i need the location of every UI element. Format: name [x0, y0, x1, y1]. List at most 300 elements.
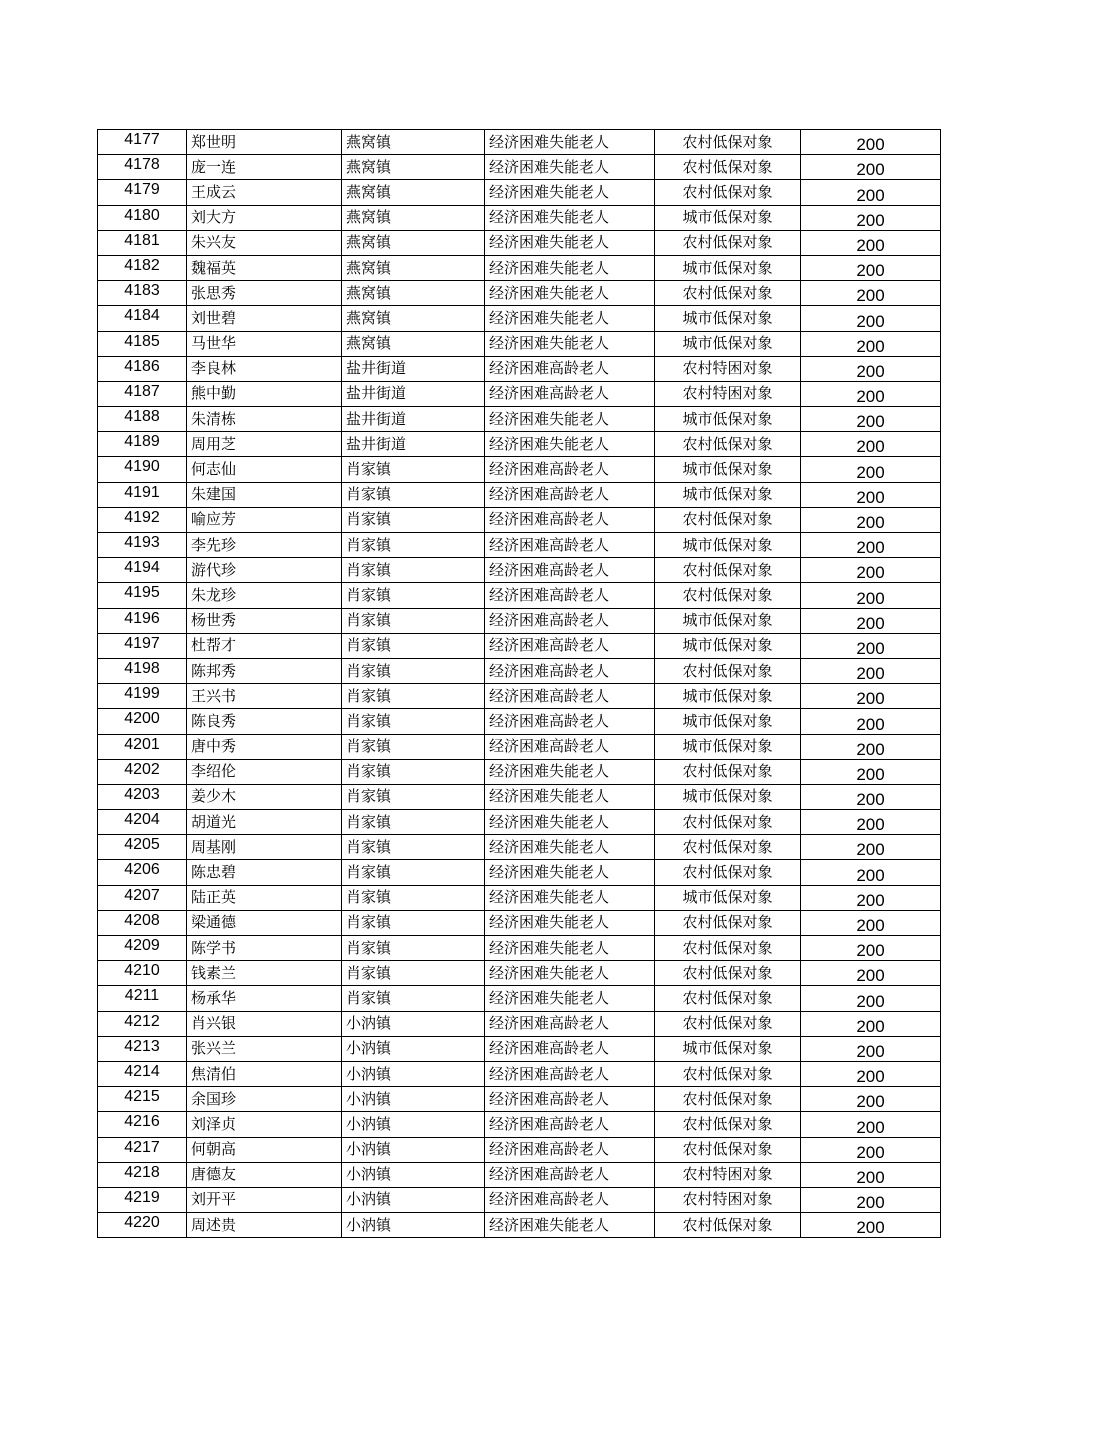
row-number-cell: 4191	[98, 482, 187, 507]
town-cell: 燕窝镇	[342, 130, 485, 155]
town-cell: 肖家镇	[342, 482, 485, 507]
town-cell: 肖家镇	[342, 885, 485, 910]
recipient-type-cell: 农村低保对象	[655, 432, 801, 457]
name-cell: 何志仙	[187, 457, 342, 482]
name-cell: 胡道光	[187, 810, 342, 835]
recipient-type-cell: 城市低保对象	[655, 306, 801, 331]
table-row	[98, 533, 941, 558]
town-cell: 燕窝镇	[342, 281, 485, 306]
table-row	[98, 784, 941, 809]
name-cell: 杜帮才	[187, 633, 342, 658]
category-cell: 经济困难失能老人	[485, 155, 655, 180]
row-number-cell: 4217	[98, 1137, 187, 1162]
row-number-cell: 4194	[98, 558, 187, 583]
category-cell: 经济困难高龄老人	[485, 1061, 655, 1086]
row-number-cell: 4198	[98, 658, 187, 683]
name-cell: 周述贵	[187, 1213, 342, 1238]
category-cell: 经济困难高龄老人	[485, 709, 655, 734]
recipient-type-cell: 农村低保对象	[655, 1112, 801, 1137]
recipient-type-cell: 农村特困对象	[655, 1187, 801, 1212]
category-cell: 经济困难高龄老人	[485, 533, 655, 558]
name-cell: 熊中勤	[187, 381, 342, 406]
table-row	[98, 1087, 941, 1112]
category-cell: 经济困难失能老人	[485, 810, 655, 835]
table-row	[98, 130, 941, 155]
name-cell: 喻应芳	[187, 507, 342, 532]
category-cell: 经济困难高龄老人	[485, 457, 655, 482]
name-cell: 朱清栋	[187, 407, 342, 432]
row-number-cell: 4177	[98, 130, 187, 155]
name-cell: 周基刚	[187, 835, 342, 860]
row-number-cell: 4206	[98, 860, 187, 885]
town-cell: 肖家镇	[342, 986, 485, 1011]
row-number-cell: 4205	[98, 835, 187, 860]
row-number-cell: 4207	[98, 885, 187, 910]
amount-cell: 200	[801, 734, 941, 759]
recipient-type-cell: 农村低保对象	[655, 130, 801, 155]
table-row	[98, 255, 941, 280]
name-cell: 刘世碧	[187, 306, 342, 331]
recipient-type-cell: 城市低保对象	[655, 1036, 801, 1061]
town-cell: 盐井街道	[342, 432, 485, 457]
category-cell: 经济困难失能老人	[485, 936, 655, 961]
town-cell: 小汭镇	[342, 1137, 485, 1162]
table-row	[98, 432, 941, 457]
recipient-type-cell: 农村低保对象	[655, 583, 801, 608]
town-cell: 盐井街道	[342, 381, 485, 406]
row-number-cell: 4189	[98, 432, 187, 457]
row-number-cell: 4185	[98, 331, 187, 356]
recipient-type-cell: 城市低保对象	[655, 482, 801, 507]
town-cell: 肖家镇	[342, 936, 485, 961]
recipient-type-cell: 农村特困对象	[655, 1162, 801, 1187]
recipient-type-cell: 农村低保对象	[655, 558, 801, 583]
row-number-cell: 4215	[98, 1087, 187, 1112]
row-number-cell: 4195	[98, 583, 187, 608]
category-cell: 经济困难失能老人	[485, 230, 655, 255]
table-row	[98, 583, 941, 608]
category-cell: 经济困难高龄老人	[485, 356, 655, 381]
row-number-cell: 4203	[98, 784, 187, 809]
category-cell: 经济困难失能老人	[485, 331, 655, 356]
amount-cell: 200	[801, 633, 941, 658]
town-cell: 小汭镇	[342, 1187, 485, 1212]
name-cell: 朱龙珍	[187, 583, 342, 608]
table-row	[98, 155, 941, 180]
table-row	[98, 306, 941, 331]
table-row	[98, 1061, 941, 1086]
row-number-cell: 4212	[98, 1011, 187, 1036]
row-number-cell: 4184	[98, 306, 187, 331]
table-row	[98, 1036, 941, 1061]
table-row	[98, 205, 941, 230]
row-number-cell: 4200	[98, 709, 187, 734]
table-row	[98, 457, 941, 482]
row-number-cell: 4216	[98, 1112, 187, 1137]
row-number-cell: 4196	[98, 608, 187, 633]
amount-cell: 200	[801, 482, 941, 507]
category-cell: 经济困难高龄老人	[485, 482, 655, 507]
category-cell: 经济困难失能老人	[485, 784, 655, 809]
table-row	[98, 759, 941, 784]
category-cell: 经济困难失能老人	[485, 910, 655, 935]
category-cell: 经济困难失能老人	[485, 255, 655, 280]
recipient-type-cell: 城市低保对象	[655, 608, 801, 633]
category-cell: 经济困难失能老人	[485, 281, 655, 306]
town-cell: 燕窝镇	[342, 306, 485, 331]
name-cell: 李良林	[187, 356, 342, 381]
table-row	[98, 885, 941, 910]
amount-cell: 200	[801, 759, 941, 784]
town-cell: 小汭镇	[342, 1213, 485, 1238]
town-cell: 燕窝镇	[342, 180, 485, 205]
town-cell: 肖家镇	[342, 507, 485, 532]
name-cell: 王兴书	[187, 684, 342, 709]
category-cell: 经济困难高龄老人	[485, 1162, 655, 1187]
amount-cell: 200	[801, 255, 941, 280]
name-cell: 杨世秀	[187, 608, 342, 633]
name-cell: 张兴兰	[187, 1036, 342, 1061]
category-cell: 经济困难高龄老人	[485, 1187, 655, 1212]
category-cell: 经济困难失能老人	[485, 885, 655, 910]
table-row	[98, 1187, 941, 1212]
name-cell: 唐德友	[187, 1162, 342, 1187]
amount-cell: 200	[801, 910, 941, 935]
row-number-cell: 4202	[98, 759, 187, 784]
name-cell: 唐中秀	[187, 734, 342, 759]
row-number-cell: 4213	[98, 1036, 187, 1061]
amount-cell: 200	[801, 608, 941, 633]
table-row	[98, 810, 941, 835]
amount-cell: 200	[801, 885, 941, 910]
table-row	[98, 986, 941, 1011]
town-cell: 肖家镇	[342, 910, 485, 935]
row-number-cell: 4192	[98, 507, 187, 532]
row-number-cell: 4179	[98, 180, 187, 205]
row-number-cell: 4178	[98, 155, 187, 180]
amount-cell: 200	[801, 1112, 941, 1137]
amount-cell: 200	[801, 356, 941, 381]
row-number-cell: 4208	[98, 910, 187, 935]
name-cell: 陈忠碧	[187, 860, 342, 885]
category-cell: 经济困难高龄老人	[485, 684, 655, 709]
row-number-cell: 4199	[98, 684, 187, 709]
category-cell: 经济困难高龄老人	[485, 1137, 655, 1162]
name-cell: 陆正英	[187, 885, 342, 910]
town-cell: 小汭镇	[342, 1061, 485, 1086]
town-cell: 燕窝镇	[342, 155, 485, 180]
amount-cell: 200	[801, 860, 941, 885]
name-cell: 姜少木	[187, 784, 342, 809]
category-cell: 经济困难失能老人	[485, 835, 655, 860]
amount-cell: 200	[801, 936, 941, 961]
amount-cell: 200	[801, 1087, 941, 1112]
category-cell: 经济困难失能老人	[485, 432, 655, 457]
town-cell: 肖家镇	[342, 684, 485, 709]
town-cell: 肖家镇	[342, 633, 485, 658]
town-cell: 肖家镇	[342, 835, 485, 860]
amount-cell: 200	[801, 583, 941, 608]
recipient-type-cell: 城市低保对象	[655, 633, 801, 658]
table-row	[98, 961, 941, 986]
recipient-type-cell: 农村低保对象	[655, 961, 801, 986]
amount-cell: 200	[801, 1162, 941, 1187]
category-cell: 经济困难失能老人	[485, 205, 655, 230]
row-number-cell: 4190	[98, 457, 187, 482]
recipient-type-cell: 农村低保对象	[655, 1011, 801, 1036]
town-cell: 肖家镇	[342, 734, 485, 759]
category-cell: 经济困难失能老人	[485, 986, 655, 1011]
amount-cell: 200	[801, 558, 941, 583]
amount-cell: 200	[801, 507, 941, 532]
amount-cell: 200	[801, 658, 941, 683]
row-number-cell: 4180	[98, 205, 187, 230]
name-cell: 焦清伯	[187, 1061, 342, 1086]
recipient-type-cell: 农村低保对象	[655, 835, 801, 860]
name-cell: 庞一连	[187, 155, 342, 180]
name-cell: 游代珍	[187, 558, 342, 583]
amount-cell: 200	[801, 1187, 941, 1212]
name-cell: 李先珍	[187, 533, 342, 558]
row-number-cell: 4210	[98, 961, 187, 986]
table-row	[98, 608, 941, 633]
town-cell: 肖家镇	[342, 608, 485, 633]
category-cell: 经济困难失能老人	[485, 180, 655, 205]
name-cell: 肖兴银	[187, 1011, 342, 1036]
name-cell: 周用芝	[187, 432, 342, 457]
amount-cell: 200	[801, 407, 941, 432]
name-cell: 刘开平	[187, 1187, 342, 1212]
category-cell: 经济困难高龄老人	[485, 633, 655, 658]
amount-cell: 200	[801, 961, 941, 986]
amount-cell: 200	[801, 180, 941, 205]
amount-cell: 200	[801, 684, 941, 709]
town-cell: 燕窝镇	[342, 230, 485, 255]
amount-cell: 200	[801, 986, 941, 1011]
table-row	[98, 356, 941, 381]
recipient-type-cell: 城市低保对象	[655, 457, 801, 482]
recipient-type-cell: 农村低保对象	[655, 1137, 801, 1162]
table-row	[98, 507, 941, 532]
town-cell: 肖家镇	[342, 709, 485, 734]
table-body	[98, 130, 941, 1238]
amount-cell: 200	[801, 306, 941, 331]
recipient-type-cell: 城市低保对象	[655, 784, 801, 809]
town-cell: 肖家镇	[342, 457, 485, 482]
amount-cell: 200	[801, 281, 941, 306]
town-cell: 燕窝镇	[342, 205, 485, 230]
recipient-type-cell: 农村低保对象	[655, 230, 801, 255]
category-cell: 经济困难高龄老人	[485, 381, 655, 406]
category-cell: 经济困难高龄老人	[485, 507, 655, 532]
recipient-type-cell: 农村低保对象	[655, 936, 801, 961]
row-number-cell: 4193	[98, 533, 187, 558]
amount-cell: 200	[801, 457, 941, 482]
recipient-type-cell: 农村低保对象	[655, 1213, 801, 1238]
table-row	[98, 936, 941, 961]
town-cell: 小汭镇	[342, 1011, 485, 1036]
amount-cell: 200	[801, 1061, 941, 1086]
category-cell: 经济困难高龄老人	[485, 658, 655, 683]
row-number-cell: 4186	[98, 356, 187, 381]
recipient-type-cell: 城市低保对象	[655, 734, 801, 759]
recipient-type-cell: 城市低保对象	[655, 709, 801, 734]
amount-cell: 200	[801, 1011, 941, 1036]
recipient-type-cell: 城市低保对象	[655, 205, 801, 230]
name-cell: 陈邦秀	[187, 658, 342, 683]
recipient-type-cell: 农村低保对象	[655, 180, 801, 205]
table-row	[98, 558, 941, 583]
recipient-type-cell: 农村低保对象	[655, 759, 801, 784]
table-row	[98, 1162, 941, 1187]
town-cell: 燕窝镇	[342, 255, 485, 280]
row-number-cell: 4188	[98, 407, 187, 432]
recipient-type-cell: 农村低保对象	[655, 1087, 801, 1112]
amount-cell: 200	[801, 1213, 941, 1238]
category-cell: 经济困难高龄老人	[485, 734, 655, 759]
name-cell: 魏福英	[187, 255, 342, 280]
recipient-type-cell: 城市低保对象	[655, 533, 801, 558]
amount-cell: 200	[801, 709, 941, 734]
name-cell: 陈学书	[187, 936, 342, 961]
amount-cell: 200	[801, 533, 941, 558]
table-row	[98, 331, 941, 356]
row-number-cell: 4183	[98, 281, 187, 306]
category-cell: 经济困难失能老人	[485, 306, 655, 331]
town-cell: 盐井街道	[342, 356, 485, 381]
category-cell: 经济困难失能老人	[485, 759, 655, 784]
name-cell: 朱建国	[187, 482, 342, 507]
category-cell: 经济困难高龄老人	[485, 1087, 655, 1112]
table-row	[98, 860, 941, 885]
town-cell: 肖家镇	[342, 558, 485, 583]
category-cell: 经济困难失能老人	[485, 860, 655, 885]
table-row	[98, 407, 941, 432]
name-cell: 王成云	[187, 180, 342, 205]
town-cell: 小汭镇	[342, 1087, 485, 1112]
row-number-cell: 4219	[98, 1187, 187, 1212]
name-cell: 朱兴友	[187, 230, 342, 255]
town-cell: 肖家镇	[342, 759, 485, 784]
row-number-cell: 4214	[98, 1061, 187, 1086]
recipient-type-cell: 农村特困对象	[655, 356, 801, 381]
row-number-cell: 4182	[98, 255, 187, 280]
category-cell: 经济困难高龄老人	[485, 558, 655, 583]
amount-cell: 200	[801, 155, 941, 180]
town-cell: 小汭镇	[342, 1036, 485, 1061]
recipient-type-cell: 城市低保对象	[655, 331, 801, 356]
name-cell: 马世华	[187, 331, 342, 356]
amount-cell: 200	[801, 331, 941, 356]
town-cell: 燕窝镇	[342, 331, 485, 356]
table-row	[98, 633, 941, 658]
table-row	[98, 180, 941, 205]
category-cell: 经济困难失能老人	[485, 961, 655, 986]
row-number-cell: 4218	[98, 1162, 187, 1187]
table-row	[98, 482, 941, 507]
town-cell: 肖家镇	[342, 658, 485, 683]
category-cell: 经济困难高龄老人	[485, 608, 655, 633]
category-cell: 经济困难高龄老人	[485, 583, 655, 608]
category-cell: 经济困难失能老人	[485, 407, 655, 432]
recipient-type-cell: 农村特困对象	[655, 381, 801, 406]
amount-cell: 200	[801, 130, 941, 155]
subsidy-table	[97, 129, 941, 1238]
table-row	[98, 658, 941, 683]
recipient-type-cell: 农村低保对象	[655, 986, 801, 1011]
amount-cell: 200	[801, 810, 941, 835]
row-number-cell: 4201	[98, 734, 187, 759]
name-cell: 陈良秀	[187, 709, 342, 734]
name-cell: 杨承华	[187, 986, 342, 1011]
name-cell: 钱素兰	[187, 961, 342, 986]
table-row	[98, 381, 941, 406]
town-cell: 小汭镇	[342, 1112, 485, 1137]
recipient-type-cell: 农村低保对象	[655, 281, 801, 306]
table-row	[98, 1137, 941, 1162]
table-row	[98, 1213, 941, 1238]
recipient-type-cell: 农村低保对象	[655, 860, 801, 885]
row-number-cell: 4197	[98, 633, 187, 658]
town-cell: 肖家镇	[342, 533, 485, 558]
name-cell: 梁通德	[187, 910, 342, 935]
category-cell: 经济困难失能老人	[485, 130, 655, 155]
table-row	[98, 910, 941, 935]
town-cell: 盐井街道	[342, 407, 485, 432]
amount-cell: 200	[801, 432, 941, 457]
table-row	[98, 281, 941, 306]
town-cell: 肖家镇	[342, 961, 485, 986]
name-cell: 刘泽贞	[187, 1112, 342, 1137]
recipient-type-cell: 农村低保对象	[655, 155, 801, 180]
recipient-type-cell: 城市低保对象	[655, 407, 801, 432]
town-cell: 肖家镇	[342, 860, 485, 885]
town-cell: 肖家镇	[342, 583, 485, 608]
recipient-type-cell: 农村低保对象	[655, 507, 801, 532]
town-cell: 小汭镇	[342, 1162, 485, 1187]
row-number-cell: 4220	[98, 1213, 187, 1238]
amount-cell: 200	[801, 1036, 941, 1061]
amount-cell: 200	[801, 835, 941, 860]
amount-cell: 200	[801, 205, 941, 230]
row-number-cell: 4187	[98, 381, 187, 406]
category-cell: 经济困难高龄老人	[485, 1112, 655, 1137]
category-cell: 经济困难高龄老人	[485, 1011, 655, 1036]
recipient-type-cell: 城市低保对象	[655, 255, 801, 280]
table-row	[98, 684, 941, 709]
name-cell: 张思秀	[187, 281, 342, 306]
table-row	[98, 1011, 941, 1036]
recipient-type-cell: 农村低保对象	[655, 658, 801, 683]
recipient-type-cell: 农村低保对象	[655, 810, 801, 835]
category-cell: 经济困难失能老人	[485, 1213, 655, 1238]
table-row	[98, 709, 941, 734]
recipient-type-cell: 城市低保对象	[655, 885, 801, 910]
row-number-cell: 4204	[98, 810, 187, 835]
recipient-type-cell: 农村低保对象	[655, 1061, 801, 1086]
name-cell: 何朝高	[187, 1137, 342, 1162]
amount-cell: 200	[801, 1137, 941, 1162]
category-cell: 经济困难高龄老人	[485, 1036, 655, 1061]
name-cell: 郑世明	[187, 130, 342, 155]
amount-cell: 200	[801, 784, 941, 809]
table-row	[98, 1112, 941, 1137]
table-row	[98, 734, 941, 759]
row-number-cell: 4211	[98, 986, 187, 1011]
amount-cell: 200	[801, 230, 941, 255]
table-row	[98, 835, 941, 860]
recipient-type-cell: 农村低保对象	[655, 910, 801, 935]
